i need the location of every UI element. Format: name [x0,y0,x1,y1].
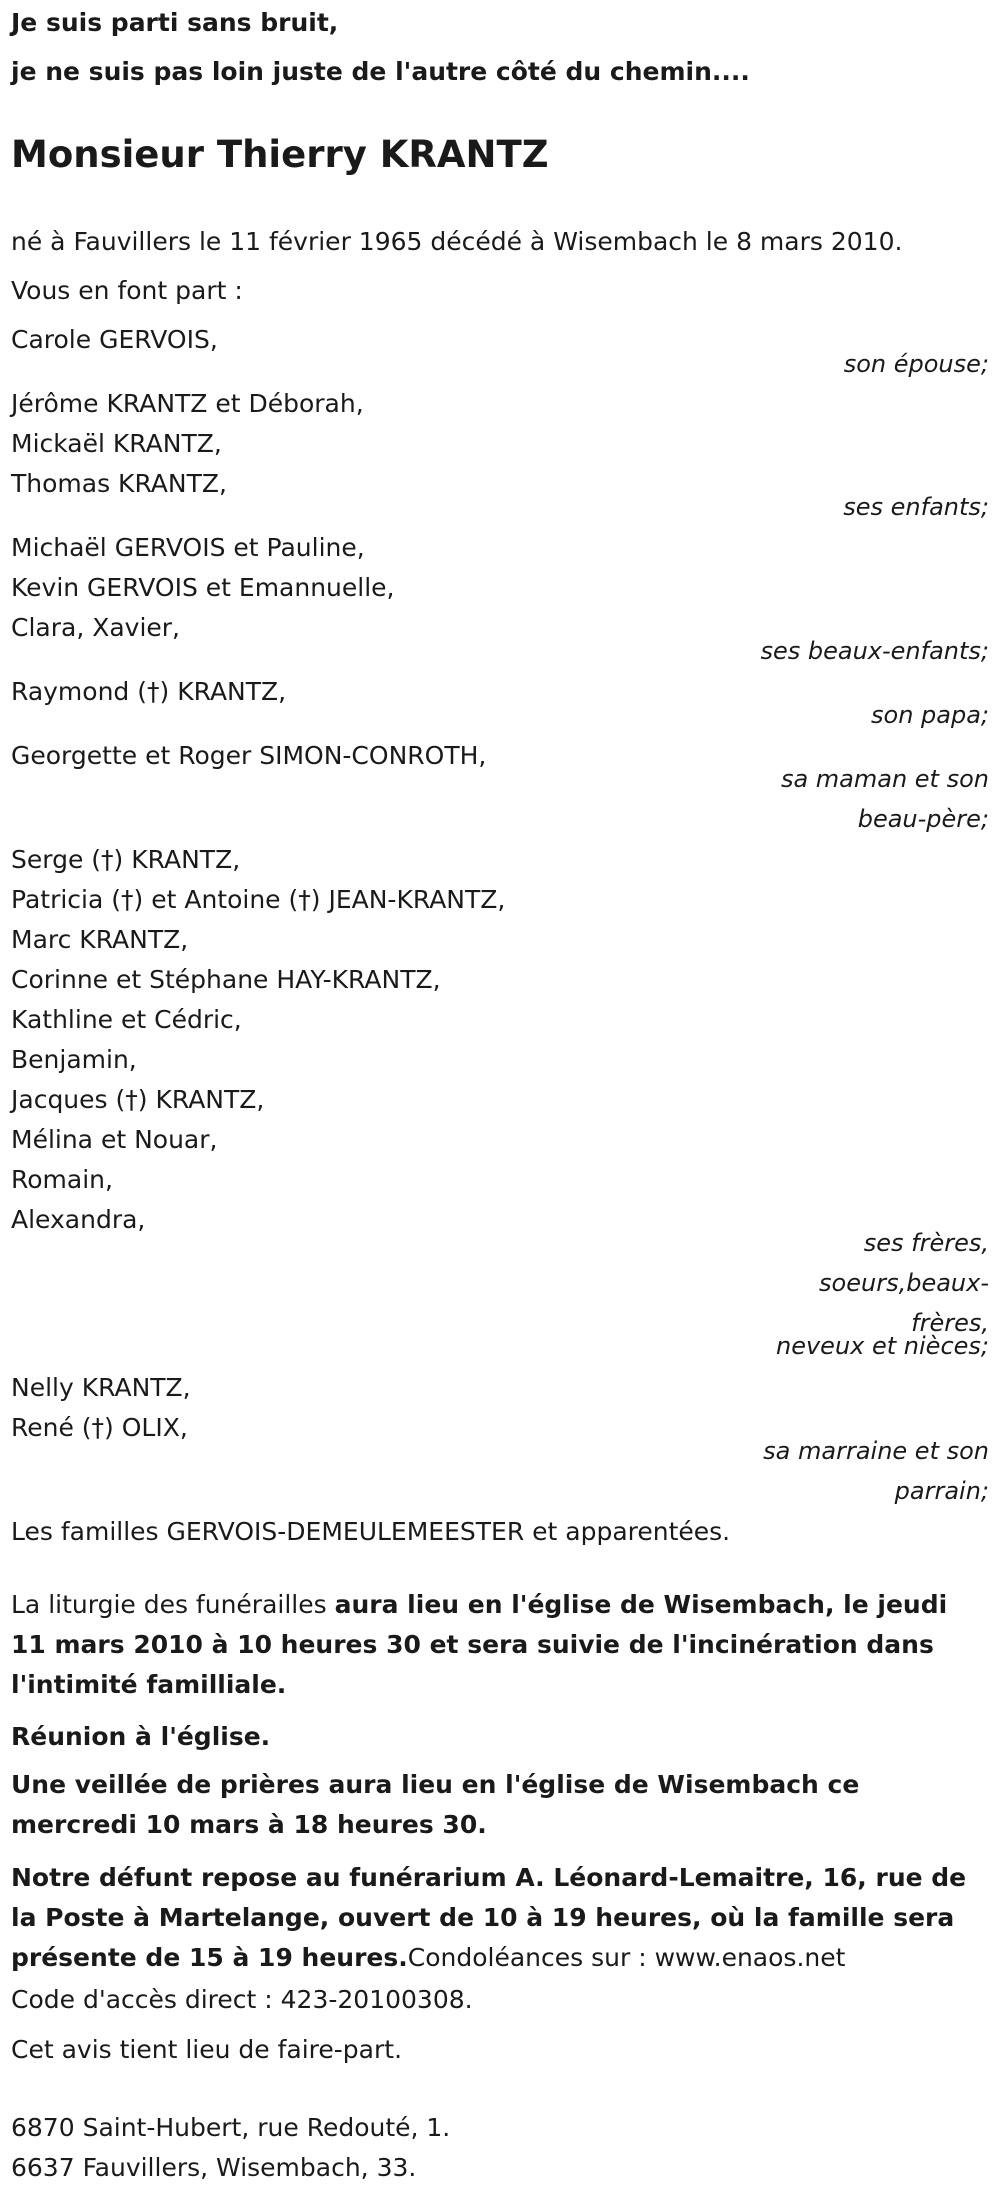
announce-line: Vous en font part : [11,276,243,305]
role-label: parrain; [894,1477,989,1505]
name-line: Patricia (†) et Antoine (†) JEAN-KRANTZ, [11,885,506,914]
name-line: Georgette et Roger SIMON-CONROTH, [11,741,487,770]
name-line: Kevin GERVOIS et Emannuelle, [11,573,395,602]
name-line: Jacques (†) KRANTZ, [11,1085,265,1114]
name-line: Clara, Xavier, [11,613,181,642]
role-label: soeurs,beaux- [819,1269,989,1297]
role-label: son épouse; [843,350,989,378]
name-line: Raymond (†) KRANTZ, [11,677,287,706]
address-line: 6637 Fauvillers, Wisembach, 33. [11,2153,417,2182]
notice-line: Cet avis tient lieu de faire-part. [11,2035,403,2064]
role-label: frères, [911,1309,989,1337]
role-label: ses frères, [863,1229,989,1257]
name-line: Nelly KRANTZ, [11,1373,191,1402]
repose-paragraph [11,1858,986,1978]
role-label: ses beaux-enfants; [760,637,989,665]
name-line: Mickaël KRANTZ, [11,429,222,458]
condolences-text: Condoléances sur : www.enaos.net [407,1943,846,1972]
role-label: sa marraine et son [763,1437,989,1465]
birth-death-line: né à Fauvillers le 11 février 1965 décédé à Wisembach le 8 mars 2010. [11,227,903,256]
name-line: Marc KRANTZ, [11,925,189,954]
name-line: Jérôme KRANTZ et Déborah, [11,389,364,418]
funeral-prefix: La liturgie des funérailles [11,1590,335,1619]
funeral-paragraph [11,1585,986,1705]
name-line: Romain, [11,1165,113,1194]
name-line: Serge (†) KRANTZ, [11,845,241,874]
name-line: Michaël GERVOIS et Pauline, [11,533,365,562]
name-line: Kathline et Cédric, [11,1005,242,1034]
repose-details: Notre défunt repose au funérarium A. Léonard-Lemaitre, 16, rue de la Poste à Martelange, ouvert de 10 à 19 heures, où la famille sera présente de 15 à 19 heures. [11,1863,967,1972]
role-label: sa maman et son [780,765,989,793]
address-line: 6870 Saint-Hubert, rue Redouté, 1. [11,2113,451,2142]
vigil-paragraph: Une veillée de prières aura lieu en l'église de Wisembach ce mercredi 10 mars à 18 heures 30. [11,1770,860,1839]
name-line: Alexandra, [11,1205,146,1234]
role-label: beau-père; [857,805,989,833]
name-line: Mélina et Nouar, [11,1125,218,1154]
access-code-line: Code d'accès direct : 423-20100308. [11,1985,473,2014]
epigraph-line: Je suis parti sans bruit, [11,8,339,37]
name-line: Corinne et Stéphane HAY-KRANTZ, [11,965,441,994]
name-line: Thomas KRANTZ, [11,469,227,498]
name-line: Benjamin, [11,1045,137,1074]
reunion-line: Réunion à l'église. [11,1722,271,1751]
epigraph-line: je ne suis pas loin juste de l'autre côté du chemin.... [11,57,750,86]
name-line: Carole GERVOIS, [11,325,218,354]
role-label: ses enfants; [843,493,989,521]
families-line: Les familles GERVOIS-DEMEULEMEESTER et apparentées. [11,1517,731,1546]
name-line: René (†) OLIX, [11,1413,188,1442]
role-label: neveux et nièces; [776,1332,989,1360]
funeral-details: aura lieu en l'église de Wisembach, le jeudi 11 mars 2010 à 10 heures 30 et sera suivie de l'incinération dans l'intimité familliale. [11,1590,948,1699]
deceased-name: Monsieur Thierry KRANTZ [11,133,549,176]
role-label: son papa; [871,701,989,729]
